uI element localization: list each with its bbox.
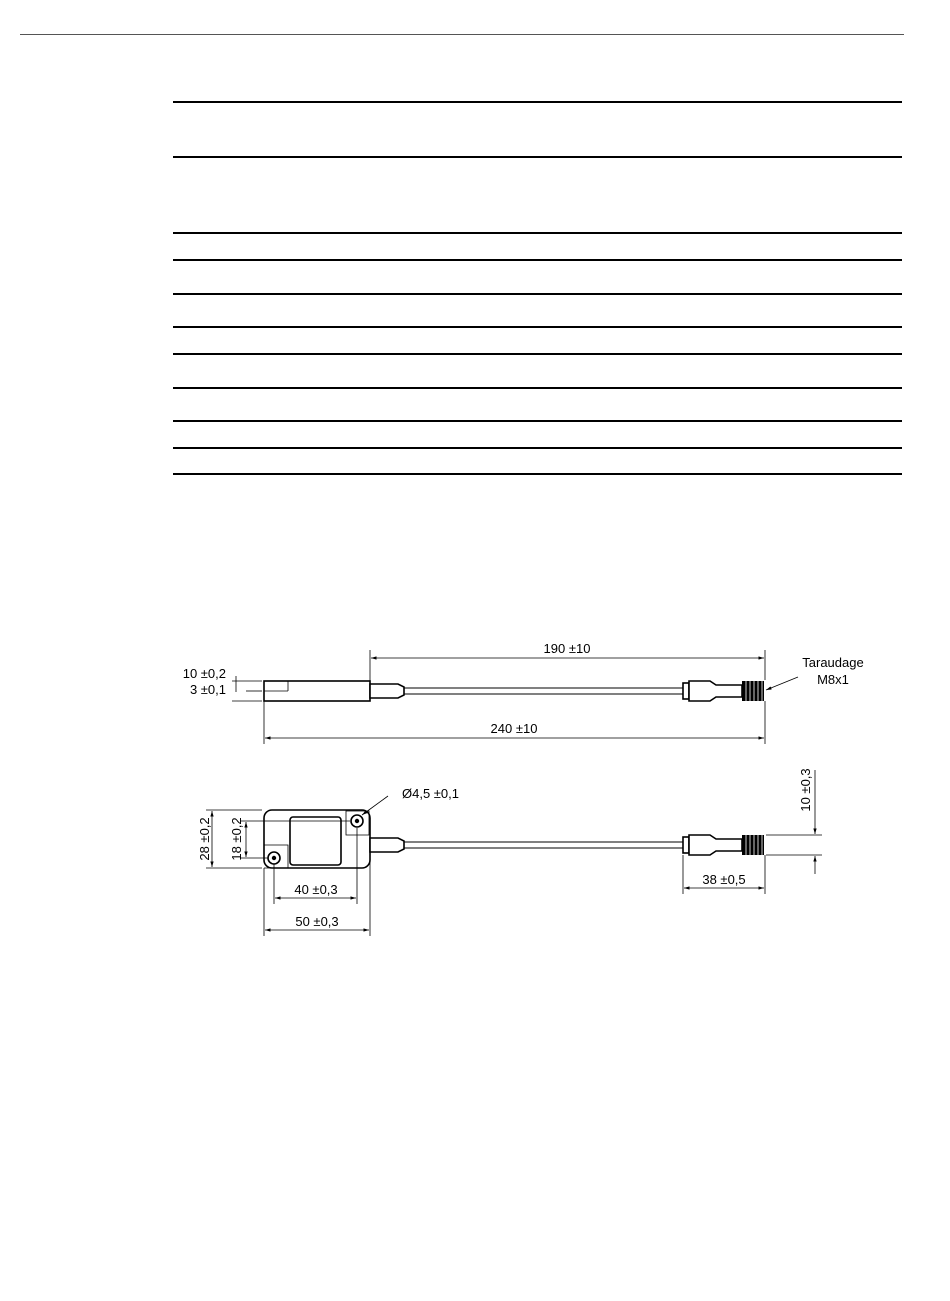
dim-height: 10 ±0,2 <box>182 666 226 681</box>
dim-hole-diameter: Ø4,5 ±0,1 <box>402 786 460 801</box>
dim-connector-length: 38 ±0,5 <box>702 872 746 887</box>
dim-connector-offset: 10 ±0,3 <box>798 768 813 812</box>
dim-body-length: 50 ±0,3 <box>295 914 339 929</box>
dim-overall-length: 240 ±10 <box>490 721 538 736</box>
dim-cable-length: 190 ±10 <box>543 641 591 656</box>
dim-total-width: 28 ±0,2 <box>197 817 212 861</box>
connector-top <box>683 837 689 853</box>
thread-size: M8x1 <box>817 672 849 687</box>
dim-hole-spacing-width: 18 ±0,2 <box>229 817 244 861</box>
knurled-nut-top <box>742 835 764 855</box>
connector-side <box>683 683 689 699</box>
dim-hole-spacing-length: 40 ±0,3 <box>294 882 338 897</box>
sensing-face <box>290 817 341 865</box>
cable-sleeve-side <box>370 684 404 698</box>
top-view <box>197 768 822 936</box>
knurled-nut-side <box>742 681 764 701</box>
dim-step-height: 3 ±0,1 <box>189 682 226 697</box>
thread-label: Taraudage <box>802 655 864 670</box>
cable-sleeve-top <box>370 838 404 852</box>
side-view <box>183 641 864 744</box>
